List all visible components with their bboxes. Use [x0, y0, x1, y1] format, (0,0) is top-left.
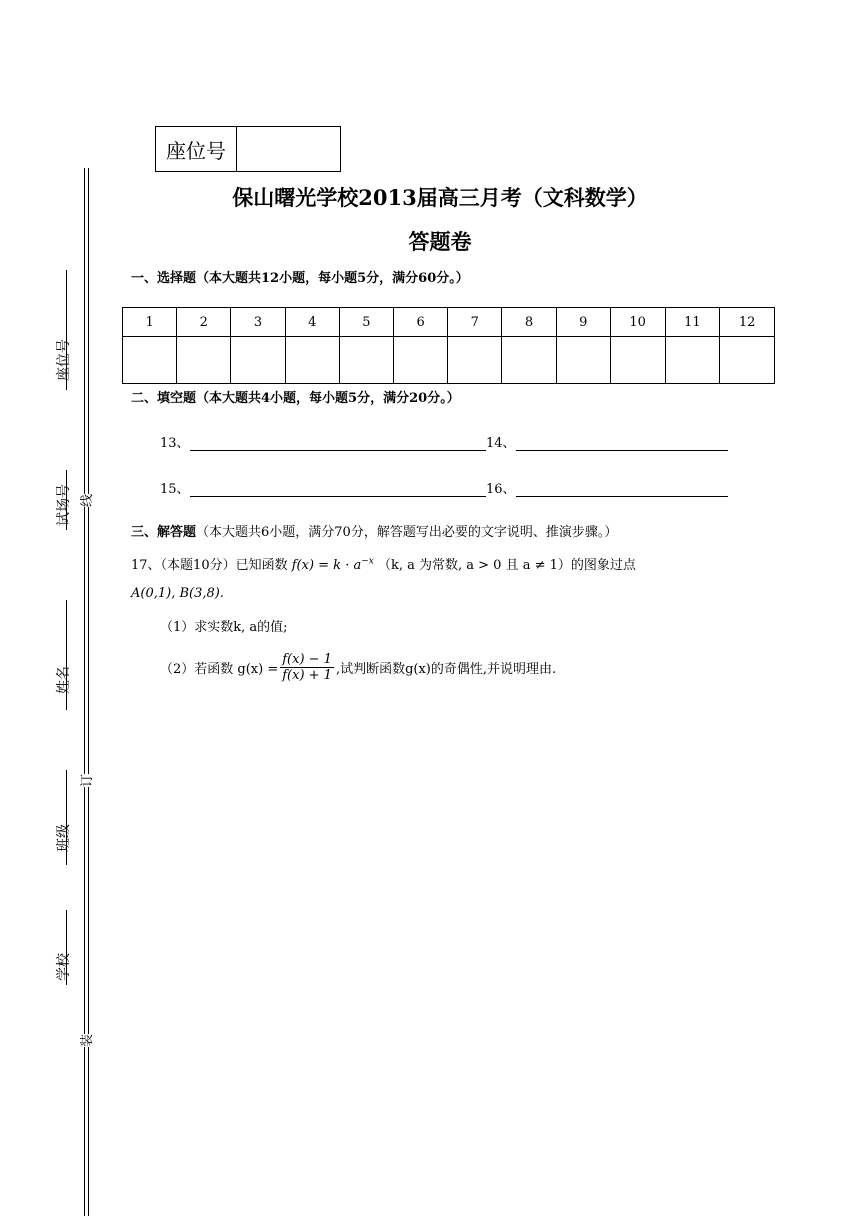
- choice-answer-cell[interactable]: [123, 337, 177, 384]
- seat-number-label: 座位号: [156, 127, 237, 171]
- margin-class-label: 班级: [56, 824, 72, 852]
- choice-number: 7: [448, 308, 502, 337]
- blank-15-label: 15、: [160, 482, 190, 497]
- blank-15-line[interactable]: [190, 482, 486, 497]
- q17-part2-prefix: （2）若函数 g(x) =: [160, 662, 279, 677]
- seat-number-field[interactable]: [237, 127, 340, 171]
- section3-heading: [131, 521, 617, 540]
- choice-number: 5: [339, 308, 393, 337]
- binding-line-outer: [84, 168, 85, 1216]
- blank-13-line[interactable]: [190, 436, 486, 451]
- choice-number: 6: [394, 308, 448, 337]
- choice-number: 10: [610, 308, 665, 337]
- blank-15: [160, 478, 486, 497]
- section1-heading: [131, 267, 469, 286]
- q17-exponent: −x: [361, 556, 374, 567]
- section1-note: （本大题共12小题，每小题5分，满分60分。）: [196, 271, 469, 286]
- q17-fraction: [280, 652, 334, 683]
- q17-intro: 17、（本题10分）已知函数: [131, 558, 288, 573]
- q17-function: f(x) = k · a: [291, 558, 362, 573]
- choice-answer-cell[interactable]: [177, 337, 231, 384]
- q17-part2-suffix: ,试判断函数g(x)的奇偶性,并说明理由.: [335, 662, 557, 677]
- section2-note: （本大题共4小题，每小题5分，满分20分。）: [196, 391, 460, 406]
- blank-14-line[interactable]: [516, 436, 728, 451]
- margin-mark-line: 线: [76, 494, 95, 507]
- choice-number: 3: [231, 308, 285, 337]
- choice-answer-cell[interactable]: [720, 337, 775, 384]
- choice-answer-cell[interactable]: [339, 337, 393, 384]
- page-title: 保山曙光学校2013届高三月考（文科数学）: [232, 185, 648, 210]
- q17-points: A(0,1), B(3,8).: [131, 586, 224, 601]
- choice-answer-cell[interactable]: [665, 337, 720, 384]
- choice-answer-cell[interactable]: [231, 337, 285, 384]
- blank-14-label: 14、: [486, 436, 516, 451]
- margin-mark-ding: 订: [76, 774, 95, 787]
- margin-mark-zhuang: 装: [76, 1034, 95, 1047]
- section2-heading: [131, 387, 460, 406]
- page-subtitle: 答题卷: [408, 229, 472, 254]
- q17-fraction-numerator: f(x) − 1: [282, 652, 332, 667]
- choice-answer-cell[interactable]: [502, 337, 556, 384]
- choice-number-row: [123, 308, 775, 337]
- choice-answer-table: [122, 307, 775, 384]
- blank-13: [160, 432, 486, 451]
- section3-note: （本大题共6小题，满分70分，解答题写出必要的文字说明、推演步骤。）: [196, 525, 618, 540]
- q17-fraction-denominator: f(x) + 1: [282, 668, 332, 683]
- choice-number: 12: [720, 308, 775, 337]
- blank-16-label: 16、: [486, 482, 516, 497]
- choice-answer-cell[interactable]: [556, 337, 610, 384]
- q17-part1: （1）求实数k, a的值;: [160, 620, 288, 635]
- choice-answer-cell[interactable]: [448, 337, 502, 384]
- blank-16-line[interactable]: [516, 482, 728, 497]
- margin-seat-label: 座位号: [56, 339, 72, 381]
- q17-part2: [160, 652, 556, 683]
- choice-number: 4: [285, 308, 339, 337]
- choice-number: 9: [556, 308, 610, 337]
- section2-title: 二、填空题: [131, 391, 197, 406]
- blank-13-label: 13、: [160, 436, 190, 451]
- choice-answer-row: [123, 337, 775, 384]
- choice-number: 2: [177, 308, 231, 337]
- choice-answer-cell[interactable]: [610, 337, 665, 384]
- choice-number: 11: [665, 308, 720, 337]
- margin-name-label: 姓名: [56, 666, 72, 694]
- choice-number: 1: [123, 308, 177, 337]
- blank-16: [486, 478, 728, 497]
- q17-line1: [131, 554, 731, 573]
- binding-line-inner: [88, 168, 89, 1216]
- margin-room-label: 试场号: [56, 484, 72, 526]
- choice-answer-cell[interactable]: [394, 337, 448, 384]
- choice-answer-cell[interactable]: [285, 337, 339, 384]
- q17-condition: （k, a 为常数, a > 0 且 a ≠ 1）的图象过点: [377, 558, 636, 573]
- section3-title: 三、解答题: [131, 525, 197, 540]
- margin-school-label: 学校: [56, 953, 72, 981]
- choice-number: 8: [502, 308, 556, 337]
- seat-number-box: [155, 126, 341, 172]
- section1-title: 一、选择题: [131, 271, 197, 286]
- blank-14: [486, 432, 728, 451]
